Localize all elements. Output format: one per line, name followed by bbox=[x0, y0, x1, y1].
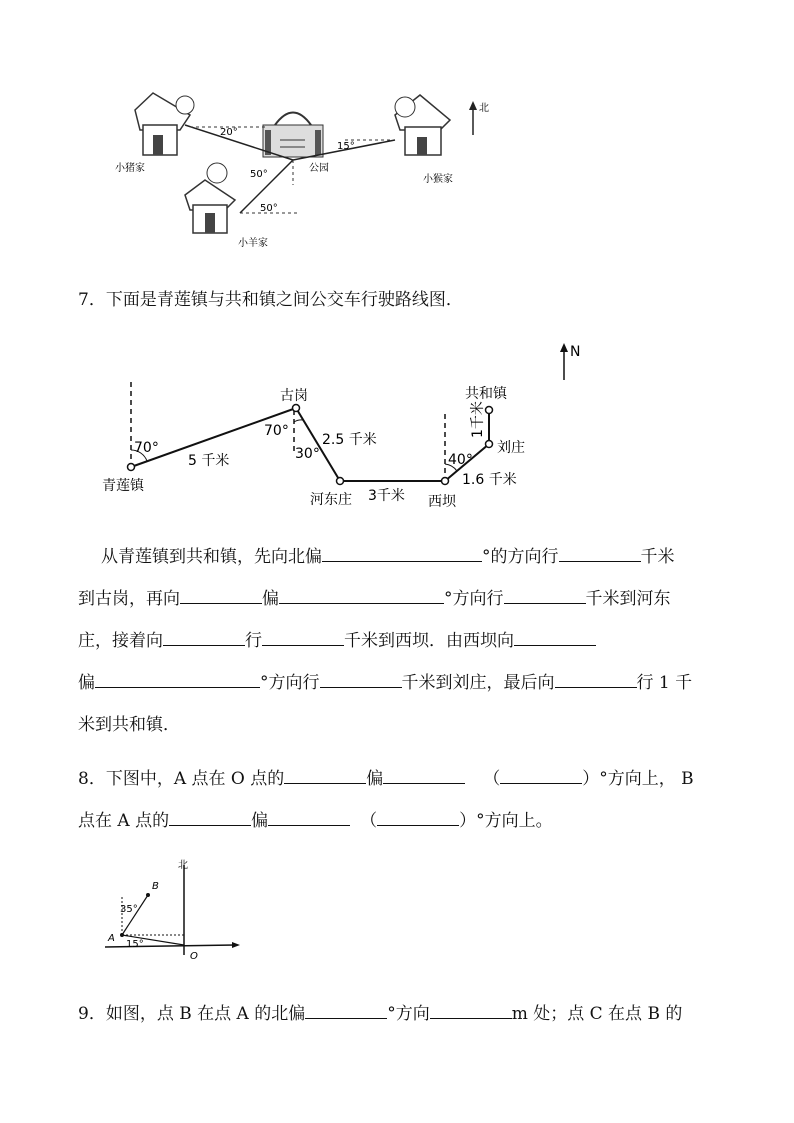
q7-text: 偏 bbox=[78, 673, 95, 693]
q7-line-5: 米到共和镇． bbox=[78, 715, 180, 735]
fig6-label-monkey: 小猴家 bbox=[423, 174, 453, 185]
q8-label-b: B bbox=[152, 881, 159, 892]
q7-dist-d5: 1千米 bbox=[470, 401, 486, 438]
fig6-angle-sheep-b: 50° bbox=[260, 203, 278, 214]
answer-blank[interactable] bbox=[268, 807, 350, 826]
q8-angle-15: 15° bbox=[126, 939, 144, 950]
answer-blank[interactable] bbox=[180, 585, 262, 604]
q9-text: °方向 bbox=[387, 1004, 430, 1024]
q7-dist-d4: 1.6 千米 bbox=[462, 472, 517, 488]
answer-blank[interactable] bbox=[555, 669, 637, 688]
q8-label-a: A bbox=[108, 933, 115, 944]
q7-text: 从青莲镇到共和镇，先向北偏 bbox=[101, 547, 322, 567]
q8-north-label: 北 bbox=[178, 860, 188, 871]
q8-text: ）°方向上， B bbox=[582, 769, 694, 789]
q9-text: m 处；点 C 在点 B 的 bbox=[511, 1004, 683, 1024]
q7-text: 千米 bbox=[640, 547, 675, 567]
answer-blank[interactable] bbox=[95, 669, 260, 688]
q7-text: °方向行 bbox=[444, 589, 504, 609]
q7-angle-a4: 40° bbox=[448, 452, 473, 468]
q7-place-liuzhuang: 刘庄 bbox=[497, 440, 525, 456]
q7-angle-a2: 70° bbox=[264, 423, 289, 439]
answer-blank[interactable] bbox=[559, 543, 641, 562]
answer-blank[interactable] bbox=[284, 765, 366, 784]
q7-text: 庄，接着向 bbox=[78, 631, 163, 651]
q7-text: 到古岗，再向 bbox=[78, 589, 180, 609]
q7-text: 行 bbox=[245, 631, 262, 651]
q7-route-map bbox=[90, 340, 590, 520]
answer-blank[interactable] bbox=[262, 627, 344, 646]
answer-blank[interactable] bbox=[322, 543, 482, 562]
sheep-house-icon bbox=[185, 163, 235, 233]
answer-blank[interactable] bbox=[279, 585, 444, 604]
answer-blank[interactable] bbox=[163, 627, 245, 646]
q7-angle-a3: 30° bbox=[295, 446, 320, 462]
fig6-north-label: 北 bbox=[479, 103, 489, 114]
park-icon bbox=[263, 113, 323, 158]
q7-text: 千米到河东 bbox=[585, 589, 671, 609]
q8-text: （ bbox=[483, 769, 501, 789]
q7-place-gugang: 古岗 bbox=[280, 388, 308, 404]
q8-text: 偏 bbox=[251, 811, 269, 831]
q9-text: 9．如图，点 B 在点 A 的北偏 bbox=[78, 1004, 306, 1024]
answer-blank[interactable] bbox=[430, 1000, 512, 1019]
fig6-angle-sheep-a: 50° bbox=[250, 169, 268, 180]
north-arrow-icon bbox=[469, 101, 477, 135]
q7-title: 7．下面是青莲镇与共和镇之间公交车行驶路线图． bbox=[78, 290, 463, 310]
answer-blank[interactable] bbox=[500, 765, 582, 784]
pig-house-icon bbox=[135, 93, 194, 155]
q7-line-3 bbox=[78, 626, 596, 651]
q7-dist-d1: 5 千米 bbox=[188, 453, 230, 469]
answer-blank[interactable] bbox=[504, 585, 586, 604]
answer-blank[interactable] bbox=[514, 627, 596, 646]
q7-line-4 bbox=[78, 668, 692, 693]
q8-label-o: O bbox=[190, 951, 198, 962]
q8-line-2 bbox=[78, 806, 553, 831]
answer-blank[interactable] bbox=[169, 807, 251, 826]
answer-blank[interactable] bbox=[320, 669, 402, 688]
north-arrow-icon bbox=[560, 343, 568, 380]
q7-text: °的方向行 bbox=[482, 547, 559, 567]
q7-angle-a1: 70° bbox=[134, 440, 159, 456]
q7-text: °方向行 bbox=[260, 673, 320, 693]
q8-text: 8．下图中，A 点在 O 点的 bbox=[78, 769, 285, 789]
fig6-angle-pig: 20° bbox=[220, 127, 238, 138]
q7-place-qinglian: 青莲镇 bbox=[102, 478, 144, 494]
q7-text: 行 1 千 bbox=[636, 673, 693, 693]
fig6-label-pig: 小猪家 bbox=[115, 163, 145, 174]
q7-place-xiba: 西坝 bbox=[428, 494, 456, 510]
q7-text: 千米到西坝．由西坝向 bbox=[344, 631, 514, 651]
fig6-label-sheep: 小羊家 bbox=[238, 238, 268, 249]
answer-blank[interactable] bbox=[383, 765, 465, 784]
q7-text: 千米到刘庄，最后向 bbox=[401, 673, 555, 693]
monkey-house-icon bbox=[395, 95, 450, 155]
q8-text: 偏 bbox=[366, 769, 384, 789]
q8-line-1 bbox=[78, 764, 694, 789]
q7-line-2 bbox=[78, 584, 671, 609]
q7-dist-d3: 3千米 bbox=[368, 488, 405, 504]
q7-line-1 bbox=[101, 542, 675, 567]
q6-figure bbox=[105, 85, 495, 255]
fig6-label-park: 公园 bbox=[309, 163, 329, 174]
q8-angle-35: 35° bbox=[120, 904, 138, 915]
q7-text: 偏 bbox=[262, 589, 279, 609]
q7-place-hedong: 河东庄 bbox=[310, 492, 352, 508]
q9-line-1 bbox=[78, 999, 682, 1024]
q7-dist-d2: 2.5 千米 bbox=[322, 432, 377, 448]
q8-text: ）°方向上。 bbox=[459, 811, 553, 831]
q8-figure bbox=[100, 855, 250, 965]
q7-north-label: N bbox=[570, 344, 581, 360]
q8-text: 点在 A 点的 bbox=[78, 811, 170, 831]
fig6-angle-monkey: 15° bbox=[337, 141, 355, 152]
answer-blank[interactable] bbox=[305, 1000, 387, 1019]
q7-place-gonghe: 共和镇 bbox=[465, 386, 507, 402]
answer-blank[interactable] bbox=[377, 807, 459, 826]
q8-text: （ bbox=[360, 811, 378, 831]
